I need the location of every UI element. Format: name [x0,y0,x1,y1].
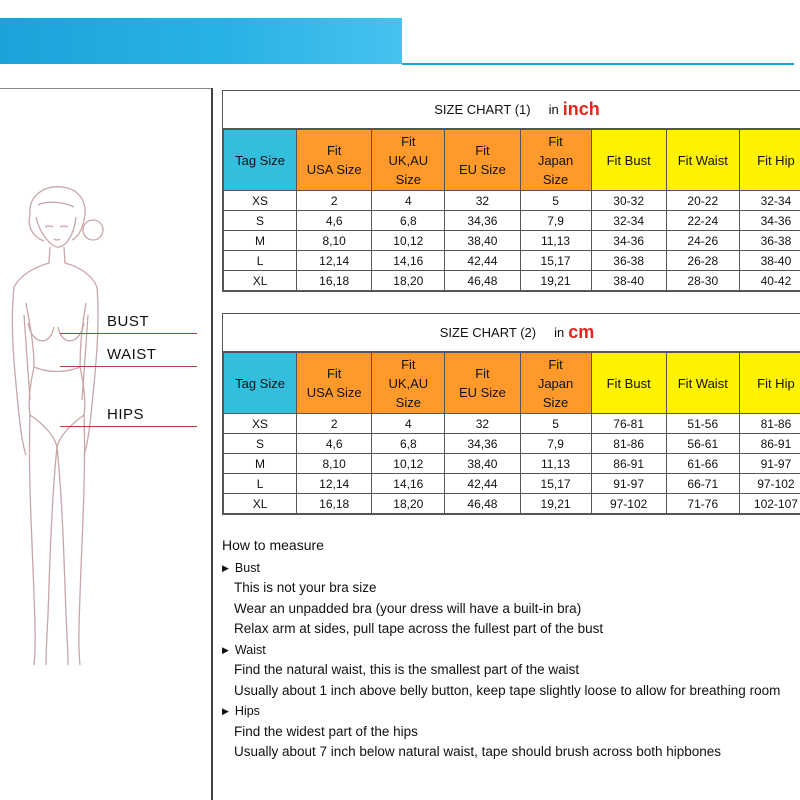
table-cell: 32 [445,414,520,434]
table-cell: M [224,231,297,251]
bust-pointer-line [60,333,197,334]
table-cell: Size [542,171,569,187]
table-cell: Hips [234,704,260,718]
table-cell: Bust [234,560,260,575]
table-cell: 71-76 [666,494,739,514]
table-row [224,474,800,494]
size-chart-cm [222,313,800,515]
table-cell: Waist [234,642,266,657]
table-cell: 32-34 [739,191,800,211]
waist-label: WAIST [107,346,157,363]
body-figure-illustration [0,175,140,675]
hips-instruction: Usually about 7 inch below natural waist, tape should brush across both hipbones [234,744,722,759]
table-cell: XS [224,191,297,211]
table-cell: Fit [548,133,563,149]
table-cell: Size [395,171,421,187]
unit-label: inch [562,99,600,119]
bust-instruction: This is not your bra size [234,580,377,595]
table-cell: 26-28 [666,251,739,271]
size-chart-title: SIZE CHART (1) [434,102,531,117]
table-row [224,251,800,271]
bullet-triangle-icon: ▶ [222,562,229,573]
table-cell: 81-86 [739,414,800,434]
table-cell: EU Size [458,385,506,400]
table-cell: L [224,251,297,271]
table-cell: 46,48 [445,494,520,514]
table-cell: 16,18 [297,271,372,291]
table-cell: XL [224,271,297,291]
size-table [223,129,800,291]
header-tag-size: Tag Size [224,130,297,191]
table-cell: 36-38 [739,231,800,251]
header-eu-size [445,353,520,414]
table-row [224,271,800,291]
table-row [224,191,800,211]
table-cell: 34-36 [739,211,800,231]
size-chart-title: SIZE CHART (2) [439,325,537,340]
table-cell: Japan [537,152,574,168]
size-table [223,352,800,514]
table-cell: 6,8 [372,211,445,231]
table-row [224,231,800,251]
waist-instruction: Find the natural waist, this is the smallest part of the waist [234,662,580,677]
table-cell: S [224,211,297,231]
table-cell: 11,13 [520,231,591,251]
table-cell: XS [224,414,297,434]
table-cell: 81-86 [591,434,666,454]
table-cell: 14,16 [372,251,445,271]
table-cell: 30-32 [591,191,666,211]
top-banner [0,18,402,64]
table-cell: 76-81 [591,414,666,434]
waist-pointer-line [60,366,197,367]
table-cell: Size [542,394,569,410]
table-cell: 86-91 [591,454,666,474]
table-cell: 5 [520,414,591,434]
table-cell: S [224,434,297,454]
table-cell: 86-91 [739,434,800,454]
table-cell: Fit [401,133,416,149]
table-cell: 38-40 [591,271,666,291]
table-cell: Fit [326,143,342,158]
table-row [224,211,800,231]
table-cell: Japan [537,375,574,391]
table-row [224,434,800,454]
vertical-divider [211,88,213,800]
header-eu-size [445,130,520,191]
bullet-triangle-icon: ▶ [222,644,229,655]
table-cell: 4 [372,414,445,434]
table-cell: 36-38 [591,251,666,271]
table-cell: Size [395,394,421,410]
waist-instruction: Usually about 1 inch above belly button, keep tape slightly loose to allow for breathing room [234,682,781,698]
header-usa-size [297,353,372,414]
header-tag-size: Tag Size [224,353,297,414]
table-cell: 28-30 [666,271,739,291]
how-to-measure-section [222,535,780,763]
table-cell: 97-102 [739,474,800,494]
table-cell: 42,44 [445,251,520,271]
header-fit-bust: Fit Bust [591,130,666,191]
table-cell: XL [224,494,297,514]
size-chart-header [223,314,800,352]
table-cell: 97-102 [591,494,666,514]
table-row [224,494,800,514]
table-cell: 38,40 [445,231,520,251]
table-cell: 4,6 [297,434,372,454]
table-cell: 22-24 [666,211,739,231]
table-cell: 7,9 [520,434,591,454]
table-cell: 32 [445,191,520,211]
size-chart-header [223,91,800,129]
table-cell: 7,9 [520,211,591,231]
table-cell: 102-107 [739,494,800,514]
table-cell: 12,14 [297,474,372,494]
table-cell: 5 [520,191,591,211]
bust-heading [222,558,780,579]
size-chart-inch [222,90,800,292]
table-cell: 2 [297,191,372,211]
hips-pointer-line [60,426,197,427]
table-cell: 56-61 [666,434,739,454]
table-cell: Fit [475,143,490,158]
table-cell: 51-56 [666,414,739,434]
header-japan-size [520,353,591,414]
table-row [224,414,800,434]
table-cell: 19,21 [520,494,591,514]
bust-instruction: Wear an unpadded bra (your dress will have a built-in bra) [234,600,582,616]
table-cell: 91-97 [739,454,800,474]
table-cell: 15,17 [520,251,591,271]
table-cell: Fit [401,356,416,372]
how-to-measure-title: How to measure [222,537,324,553]
table-cell: 14,16 [372,474,445,494]
table-cell: 38-40 [739,251,800,271]
header-uk-au-size [372,130,445,191]
unit-prefix: in [548,102,559,117]
banner-divider [402,63,794,65]
table-cell: 10,12 [372,231,445,251]
table-cell: 12,14 [297,251,372,271]
header-fit-hip: Fit Hip [739,130,800,191]
table-cell: EU Size [458,162,506,177]
header-fit-hip: Fit Hip [739,353,800,414]
table-cell: 32-34 [591,211,666,231]
table-cell: 10,12 [372,454,445,474]
unit-prefix: in [554,325,565,340]
table-cell: 19,21 [520,271,591,291]
table-cell: Fit [326,366,342,381]
table-cell: 34,36 [445,211,520,231]
table-cell: 34-36 [591,231,666,251]
table-cell: 4,6 [297,211,372,231]
table-row [224,454,800,474]
table-cell: USA Size [306,385,362,400]
table-cell: M [224,454,297,474]
table-cell: 20-22 [666,191,739,211]
table-cell: 61-66 [666,454,739,474]
header-fit-waist: Fit Waist [666,353,739,414]
table-cell: 18,20 [372,271,445,291]
table-cell: 66-71 [666,474,739,494]
table-header-row [224,353,800,414]
bust-instruction: Relax arm at sides, pull tape across the fullest part of the bust [234,621,604,636]
table-cell: 2 [297,414,372,434]
header-fit-bust: Fit Bust [591,353,666,414]
bust-label: BUST [107,313,150,330]
table-cell: 8,10 [297,454,372,474]
table-cell: 38,40 [445,454,520,474]
header-usa-size [297,130,372,191]
table-cell: 18,20 [372,494,445,514]
left-top-divider [0,88,211,89]
table-cell: 24-26 [666,231,739,251]
hips-instruction: Find the widest part of the hips [234,723,418,739]
table-cell: USA Size [306,162,362,177]
table-cell: Fit [475,366,490,381]
table-cell: 42,44 [445,474,520,494]
table-cell: 34,36 [445,434,520,454]
table-cell: UK,AU [388,375,429,391]
table-cell: 16,18 [297,494,372,514]
header-fit-waist: Fit Waist [666,130,739,191]
table-cell: 6,8 [372,434,445,454]
table-cell: 11,13 [520,454,591,474]
table-cell: Fit [548,356,563,372]
header-uk-au-size [372,353,445,414]
hips-label: HIPS [107,406,145,423]
table-cell: 8,10 [297,231,372,251]
waist-heading [222,640,780,661]
table-cell: 15,17 [520,474,591,494]
bullet-triangle-icon: ▶ [222,706,229,716]
table-cell: 40-42 [739,271,800,291]
unit-label: cm [568,322,595,342]
table-header-row [224,130,800,191]
table-cell: 91-97 [591,474,666,494]
header-japan-size [520,130,591,191]
table-cell: 46,48 [445,271,520,291]
table-cell: 4 [372,191,445,211]
hips-heading [222,701,780,722]
table-cell: UK,AU [388,152,429,168]
table-cell: L [224,474,297,494]
